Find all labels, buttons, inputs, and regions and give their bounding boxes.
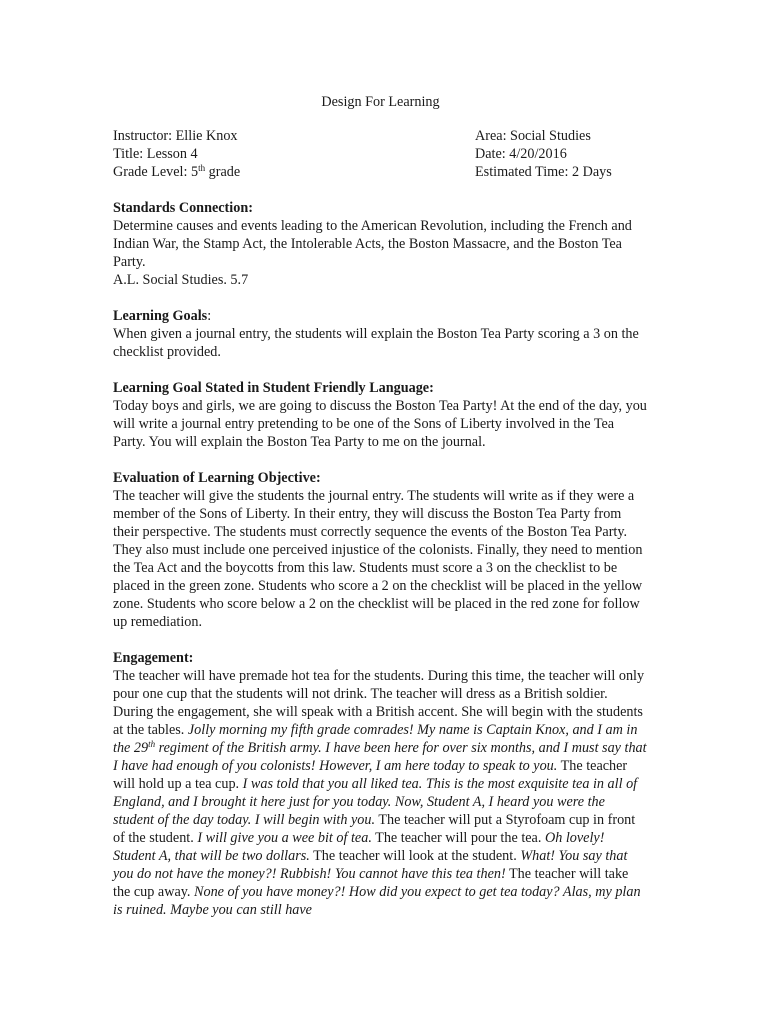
engagement-i6: What! You say that you do not have the money?! Rubbish! You cannot have this tea then! xyxy=(113,848,628,882)
engagement-i3: I was told that you all liked tea. This is the most exquisite tea in all of England, and I brought it here just for you today. Now, Student A, I heard you were the student of the day today. I will begin with you. xyxy=(113,776,638,828)
evaluation-text: The teacher will give the students the journal entry. The students will write as if they were a member of the Sons of Liberty. In their entry, they will discuss the Boston Tea Party from their perspective. The students must correctly sequence the events of the Boston Tea Party. They also must include one perceived injustice of the colonists. Finally, they need to mention the Tea Act and the boycotts from this law. Students must score a 3 on the checklist to be placed in the green zone. Students who score a 2 on the checklist will be placed in the yellow zone. Students who score below a 2 on the checklist will be placed in the red zone for follow up remediation. xyxy=(113,488,643,630)
grade-level-field xyxy=(113,163,475,181)
date-field: Date: 4/20/2016 xyxy=(475,146,567,162)
document-title: Design For Learning xyxy=(321,94,440,110)
engagement-i7: None of you have money?! How did you expect to get tea today? Alas, my plan is ruined. Maybe you can still have xyxy=(113,884,641,918)
evaluation-heading: Evaluation of Learning Objective: xyxy=(113,470,321,486)
meta-row-1 xyxy=(113,127,648,145)
student-friendly-text: Today boys and girls, we are going to discuss the Boston Tea Party! At the end of the day, you will write a journal entry pretending to be one of the Sons of Liberty involved in the Tea Party. You will explain the Boston Tea Party to me on the journal. xyxy=(113,398,647,450)
engagement-i1-sup: th xyxy=(148,739,156,749)
engagement-text xyxy=(113,667,648,919)
learning-goals-colon: : xyxy=(207,308,212,324)
meta-row-3 xyxy=(113,163,648,181)
engagement-s1: The teacher will have premade hot tea for the students. During this time, the teacher will only pour one cup that the students will not drink. The teacher will dress as a British soldier. During the engagement, she will speak with a British accent. She will begin with the students at the tables. xyxy=(113,668,645,738)
student-friendly-section xyxy=(113,379,648,451)
engagement-i4: I will give you a wee bit of tea. xyxy=(197,830,372,846)
engagement-i2: regiment of the British army. I have been here for over six months, and I must say that I have had enough of you colonists! However, I am here today to speak to you. xyxy=(113,740,647,774)
meta-row-2 xyxy=(113,145,648,163)
standards-section xyxy=(113,199,648,289)
evaluation-section xyxy=(113,469,648,631)
engagement-i5: Oh lovely! Student A, that will be two dollars. xyxy=(113,830,605,864)
learning-goals-section xyxy=(113,307,648,361)
learning-goals-text: When given a journal entry, the students will explain the Boston Tea Party scoring a 3 on the checklist provided. xyxy=(113,326,639,360)
standards-code: A.L. Social Studies. 5.7 xyxy=(113,272,249,288)
learning-goals-heading: Learning Goals xyxy=(113,308,208,324)
engagement-s4: The teacher will pour the tea. xyxy=(371,830,545,846)
engagement-s3: The teacher will put a Styrofoam cup in front of the student. xyxy=(113,812,636,846)
engagement-s2: The teacher will hold up a tea cup. xyxy=(113,758,628,792)
student-friendly-heading: Learning Goal Stated in Student Friendly Language: xyxy=(113,380,434,396)
standards-heading: Standards Connection: xyxy=(113,200,253,216)
engagement-s6: The teacher will take the cup away. xyxy=(113,866,629,900)
grade-level-suffix: grade xyxy=(205,164,241,180)
engagement-s5: The teacher will look at the student. xyxy=(309,848,521,864)
engagement-i1: Jolly morning my fifth grade comrades! My name is Captain Knox, and I am in the 29 xyxy=(113,722,638,756)
standards-text: Determine causes and events leading to the American Revolution, including the French and Indian War, the Stamp Act, the Intolerable Acts, the Boston Massacre, and the Boston Tea Party. xyxy=(113,218,632,270)
lesson-title-field: Title: Lesson 4 xyxy=(113,146,198,162)
engagement-section xyxy=(113,649,648,919)
estimated-time-field: Estimated Time: 2 Days xyxy=(475,164,612,180)
grade-level-prefix: Grade Level: 5 xyxy=(113,164,199,180)
area-field: Area: Social Studies xyxy=(475,128,591,144)
learning-goals-heading-line xyxy=(113,307,648,325)
grade-level-sup: th xyxy=(198,163,206,173)
instructor-field: Instructor: Ellie Knox xyxy=(113,128,238,144)
engagement-heading: Engagement: xyxy=(113,650,194,666)
